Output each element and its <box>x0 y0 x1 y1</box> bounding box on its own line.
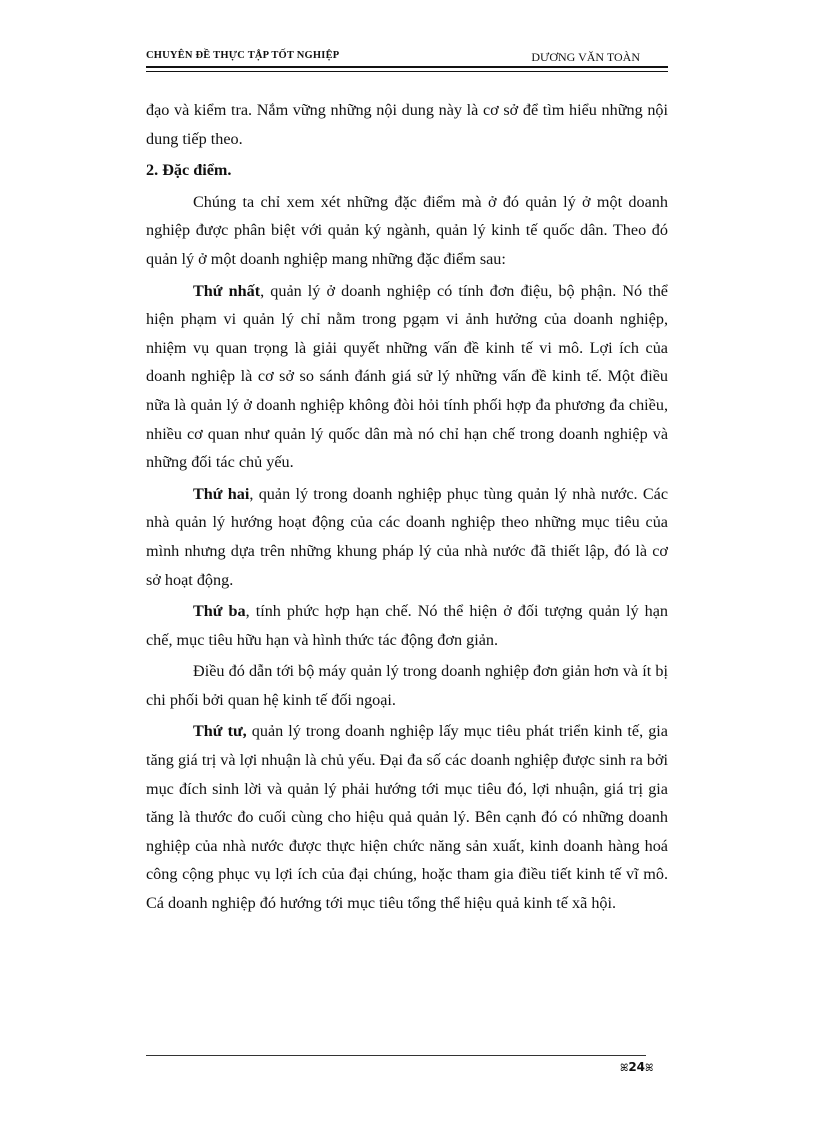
paragraph-consequence: Điều đó dẫn tới bộ máy quản lý trong doanh nghiệp đơn giản hơn và ít bị chi phối bởi quan hệ kinh tế đối ngoại. <box>146 662 668 709</box>
header-divider-thick <box>146 66 668 68</box>
header-author-name: DƯƠNG VĂN TOÀN <box>531 50 640 64</box>
page-number <box>620 1060 653 1074</box>
paragraph-intro: đạo và kiểm tra. Nắm vững những nội dung này là cơ sở để tìm hiểu những nội dung tiếp theo. <box>146 101 668 148</box>
paragraph-third <box>146 597 668 654</box>
lead-third: Thứ ba <box>193 602 246 621</box>
page-number-value: 24 <box>628 1060 646 1074</box>
lead-second: Thứ hai <box>193 484 250 503</box>
paragraph-fourth <box>146 717 668 917</box>
footer-divider <box>146 1055 646 1056</box>
ornament-right-icon: ꕤ <box>645 1063 654 1074</box>
text-third: , tính phức hợp hạn chế. Nó thể hiện ở đối tượng quản lý hạn chế, mục tiêu hữu hạn và hình thức tác động đơn giản. <box>146 602 668 649</box>
header-document-title: CHUYÊN ĐỀ THỰC TẬP TỐT NGHIỆP <box>146 50 340 61</box>
document-body <box>146 96 668 921</box>
paragraph-second <box>146 480 668 594</box>
lead-first: Thứ nhất <box>193 281 261 300</box>
ornament-left-icon: ꕤ <box>620 1063 629 1074</box>
text-fourth: quản lý trong doanh nghiệp lấy mục tiêu phát triển kinh tế, gia tăng giá trị và lợi nhuận là chủ yếu. Đại đa số các doanh nghiệp được sinh ra bởi mục đích sinh lời và quản lý phải hướng tới mục tiêu đó, lợi nhuận, giá trị gia tăng là thước đo cuối cùng cho hiệu quả quản lý. Bên cạnh đó có những doanh nghiệp của nhà nước được thực hiện chức năng sản xuất, kinh doanh hàng hoá công cộng phục vụ lợi ích của đại chúng, hoặc tham gia điều tiết kinh tế vĩ mô. Cá doanh nghiệp đó hướng tới mục tiêu tổng thể hiệu quả kinh tế xã hội. <box>146 722 668 913</box>
text-second: , quản lý trong doanh nghiệp phục tùng quản lý nhà nước. Các nhà quản lý hướng hoạt động của các doanh nghiệp theo những mục tiêu của mình nhưng dựa trên những khung pháp lý của nhà nước đã thiết lập, đó là cơ sở hoạt động. <box>146 484 669 589</box>
page-header <box>146 50 668 66</box>
paragraph-first <box>146 277 668 477</box>
header-divider-thin <box>146 71 668 72</box>
text-first: , quản lý ở doanh nghiệp có tính đơn điệu, bộ phận. Nó thể hiện phạm vi quản lý chỉ nằm trong pgạm vi ảnh hưởng của doanh nghiệp, nhiệm vụ quan trọng là giải quyết những vấn đề kinh tế vi mô. Lợi ích của doanh nghiệp là cơ sở so sánh đánh giá sử lý những vấn đề kinh tế. Một điều nữa là quản lý ở doanh nghiệp không đòi hỏi tính phối hợp đa phương đa chiều, nhiều cơ quan như quản lý quốc dân mà nó chỉ hạn chế trong doanh nghiệp và những đối tác chủ yếu. <box>146 281 668 472</box>
lead-fourth: Thứ tư, <box>193 722 247 741</box>
paragraph-overview: Chúng ta chỉ xem xét những đặc điểm mà ở đó quản lý ở một doanh nghiệp được phân biệt với quản ký ngành, quản lý kinh tế quốc dân. Theo đó quản lý ở một doanh nghiệp mang những đặc điểm sau: <box>146 192 668 268</box>
section-heading: 2. Đặc điểm. <box>146 161 232 180</box>
